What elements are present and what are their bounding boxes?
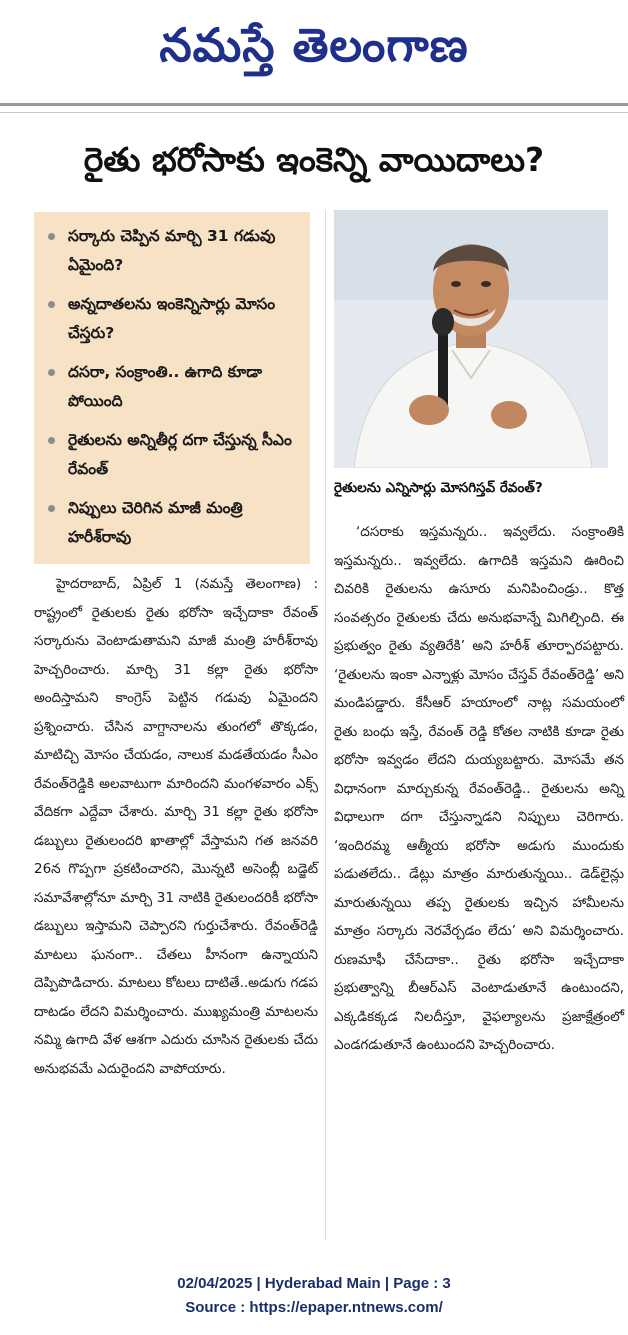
highlights-box — [34, 212, 310, 564]
highlight-item — [48, 494, 302, 552]
bullet-icon — [48, 369, 55, 376]
highlight-text: దసరా, సంక్రాంతి.. ఉగాది కూడా పోయింది — [68, 363, 263, 410]
masthead-divider-thin — [0, 112, 628, 113]
edition-info: 02/04/2025 | Hyderabad Main | Page : 3 — [177, 1275, 451, 1292]
bullet-icon — [48, 301, 55, 308]
highlight-text: రైతులను అన్నితీర్ల దగా చేస్తున్న సీఎం రేవంత్ — [68, 431, 292, 478]
bullet-icon — [48, 505, 55, 512]
portrait-image — [334, 210, 608, 468]
bullet-icon — [48, 233, 55, 240]
newspaper-logo: నమస్తే తెలంగాణ — [159, 18, 469, 72]
highlight-item — [48, 426, 302, 484]
highlight-item — [48, 358, 302, 416]
bullet-icon — [48, 437, 55, 444]
highlight-text: సర్కారు చెప్పిన మార్చి 31 గడువు ఏమైంది? — [68, 227, 276, 274]
highlight-item — [48, 290, 302, 348]
speaker-photo — [334, 210, 608, 468]
highlights-list — [34, 212, 310, 552]
highlight-text: నిప్పులు చెరిగిన మాజీ మంత్రి హరీశ్‌రావు — [68, 499, 243, 546]
masthead — [0, 0, 628, 96]
masthead-divider — [0, 103, 628, 106]
article-body-right — [334, 518, 624, 1060]
article-paragraph: ‘దసరాకు ఇస్తమన్నరు.. ఇవ్వలేదు. సంక్రాంతికి ఇస్తమన్నరు.. ఇవ్వలేదు. ఉగాదికి ఇస్తమని ఊరించి చివరికి రైతులను ఉసూరు మనిపించిండ్రు.. కొత్త సంవత్సరం రైతులకు చేదు అనుభవాన్నే మిగిల్చింది. ఈ ప్రభుత్వం రైతు వ్యతిరేకి’ అని హరీశ్ తూర్పారపట్టారు. ‘రైతులను ఇంకా ఎన్నాళ్లు మోసం చేస్తవ్ రేవంత్‌రెడ్డి’ అని మండిపడ్డారు. కేసీఆర్ హయాంలో నాట్ల సమయంలో రైతు బంధు ఇస్తే, రేవంత్ రెడ్డి కోతల నాటికి కూడా రైతు భరోసా ఇవ్వడం లేదని దుయ్యబట్టారు. మోసమే తన విధానంగా మార్చుకున్న రేవంత్‌రెడ్డి.. రైతులను అన్ని విధాలుగా దగా చేస్తున్నాడని నిప్పులు చెరిగారు. ‘ఇందిరమ్మ ఆత్మీయ భరోసా అడుగు ముందుకు పడుతలేదు.. డేట్లు మాత్రం మారుతున్నయి.. డెడ్‌లైన్లు మారుతున్నయి తప్ప రైతులకు ఇచ్చిన హామీలను మాత్రం సర్కారు నెరవేర్చడం లేదు’ అని విమర్శించారు. రుణమాఫీ చేసేదాకా.. రైతు భరోసా ఇచ్చేదాకా ప్రభుత్వాన్ని బీఆర్ఎస్ వెంటాడుతూనే ఉంటుందని, ఎక్కడికక్కడ నిలదీస్తూ, వైఫల్యాలను ప్రజాక్షేత్రంలో ఎండగడుతూనే ఉంటుందని హెచ్చరించారు. — [334, 524, 624, 1053]
column-divider — [325, 210, 326, 1240]
source-link[interactable]: Source : https://epaper.ntnews.com/ — [185, 1299, 443, 1316]
article-body-left — [34, 570, 318, 1083]
source-footer — [0, 1272, 628, 1320]
photo-caption: రైతులను ఎన్నిసార్లు మోసగిస్తవ్ రేవంత్? — [334, 480, 543, 496]
highlight-text: అన్నదాతలను ఇంకెన్నిసార్లు మోసం చేస్తరు? — [68, 295, 276, 342]
article-paragraph: హైదరాబాద్, ఏప్రిల్ 1 (నమస్తే తెలంగాణ) : రాష్ట్రంలో రైతులకు రైతు భరోసా ఇచ్చేదాకా రేవంత్ సర్కారును వెంటాడుతామని మాజీ మంత్రి హరీశ్‌రావు హెచ్చరించారు. మార్చి 31 కల్లా రైతు భరోసా అందిస్తామని కాంగ్రెస్ పెట్టిన గడువు ఏమైందని ప్రశ్నించారు. చేసిన వాగ్దానాలను తుంగలో తొక్కడం, మాటిచ్చి మోసం చేయడం, నాలుక మడతేయడం సీఎం రేవంత్‌రెడ్డికి అలవాటుగా మారిందని మంగళవారం ఎక్స్ వేదికగా ఎద్దేవా చేశారు. మార్చి 31 కల్లా రైతు భరోసా డబ్బులు రైతులందరి ఖాతాల్లో వేస్తామని గత జనవరి 26న గొప్పగా ప్రకటించారని, మొన్నటి అసెంబ్లీ బడ్జెట్ సమావేశాల్లోనూ మార్చి 31 నాటికి రైతులందరికీ భరోసా డబ్బులు ఇస్తామని చెప్పారని గుర్తుచేశారు. రేవంత్‌రెడ్డి మాటలు ఘనంగా.. చేతలు హీనంగా ఉన్నాయని దెప్పిపొడిచారు. మాటలు కోటలు దాటితే..అడుగు గడప దాటడం లేదని విమర్శించారు. ముఖ్యమంత్రి మాటలను నమ్మి ఉగాది వేళ ఆశగా ఎదురు చూసిన రైతులకు చేదు అనుభవమే ఎదురైందని వాపోయారు. — [34, 576, 318, 1077]
highlight-item — [48, 222, 302, 280]
article-headline: రైతు భరోసాకు ఇంకెన్ని వాయిదాలు? — [83, 140, 545, 179]
